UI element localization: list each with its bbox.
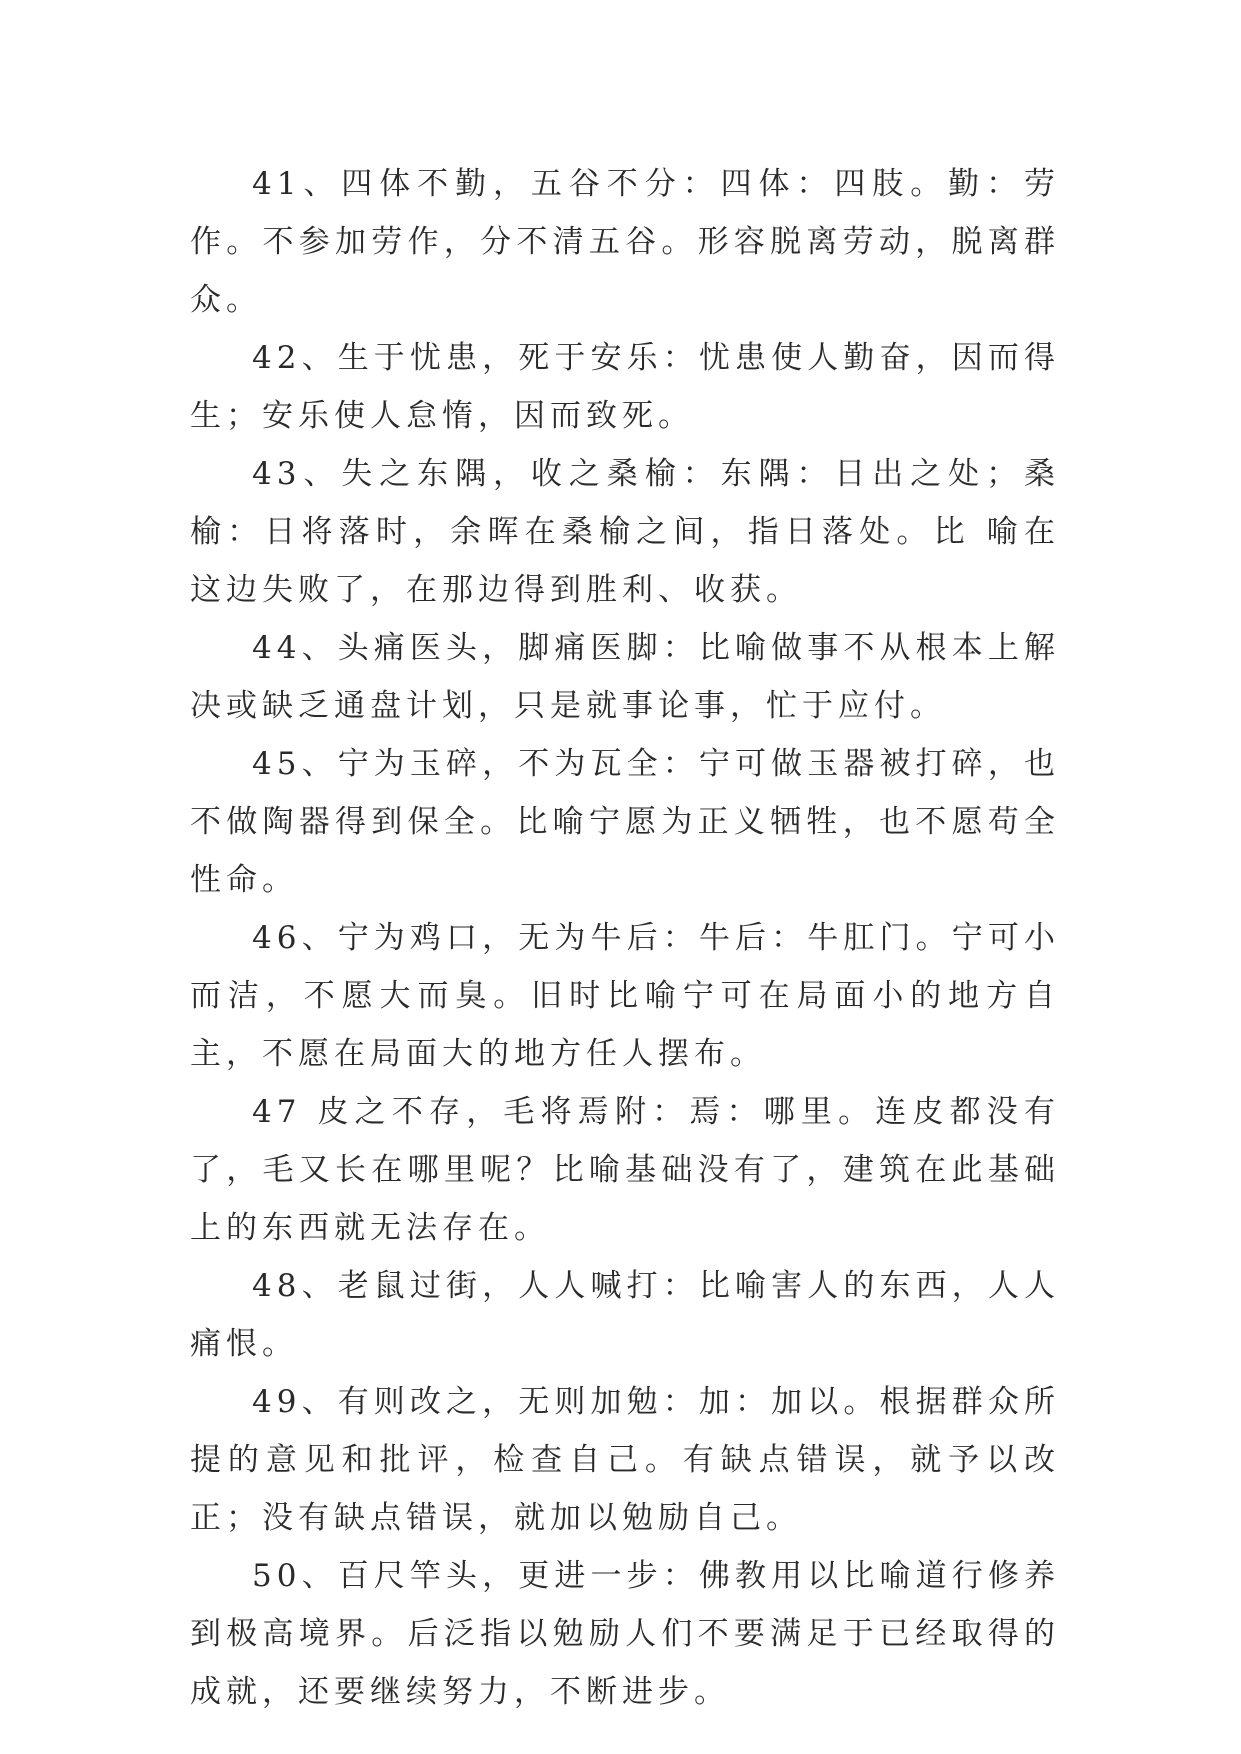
idiom-entry-45: 45、宁为玉碎，不为瓦全：宁可做玉器被打碎，也不做陶器得到保全。比喻宁愿为正义牺牲，也不愿苟全性命。	[190, 746, 1060, 898]
idiom-entry-43: 43、失之东隅，收之桑榆：东隅：日出之处；桑榆：日将落时，余晖在桑榆之间，指日落处。比 喻在这边失败了，在那边得到胜利、收获。	[190, 456, 1060, 608]
idiom-entry-49: 49、有则改之，无则加勉：加：加以。根据群众所提的意见和批评，检查自己。有缺点错误，就予以改正；没有缺点错误，就加以勉励自己。	[190, 1384, 1060, 1536]
idiom-entry-44: 44、头痛医头，脚痛医脚：比喻做事不从根本上解决或缺乏通盘计划，只是就事论事，忙于应付。	[190, 630, 1060, 724]
idiom-entry-50: 50、百尺竿头，更进一步：佛教用以比喻道行修养到极高境界。后泛指以勉励人们不要满足于已经取得的成就，还要继续努力，不断进步。	[190, 1558, 1060, 1710]
idiom-entry-48: 48、老鼠过街，人人喊打：比喻害人的东西，人人痛恨。	[190, 1268, 1060, 1362]
idiom-entry-42: 42、生于忧患，死于安乐：忧患使人勤奋，因而得生；安乐使人怠惰，因而致死。	[190, 340, 1060, 434]
document-body	[190, 155, 1060, 1721]
idiom-entry-41: 41、四体不勤，五谷不分：四体：四肢。勤：劳作。不参加劳作，分不清五谷。形容脱离劳动，脱离群众。	[190, 166, 1060, 318]
idiom-entry-46: 46、宁为鸡口，无为牛后：牛后：牛肛门。宁可小而洁，不愿大而臭。旧时比喻宁可在局面小的地方自主，不愿在局面大的地方任人摆布。	[190, 920, 1060, 1072]
idiom-entry-47: 47 皮之不存，毛将焉附：焉：哪里。连皮都没有了，毛又长在哪里呢？比喻基础没有了，建筑在此基础上的东西就无法存在。	[190, 1094, 1060, 1246]
